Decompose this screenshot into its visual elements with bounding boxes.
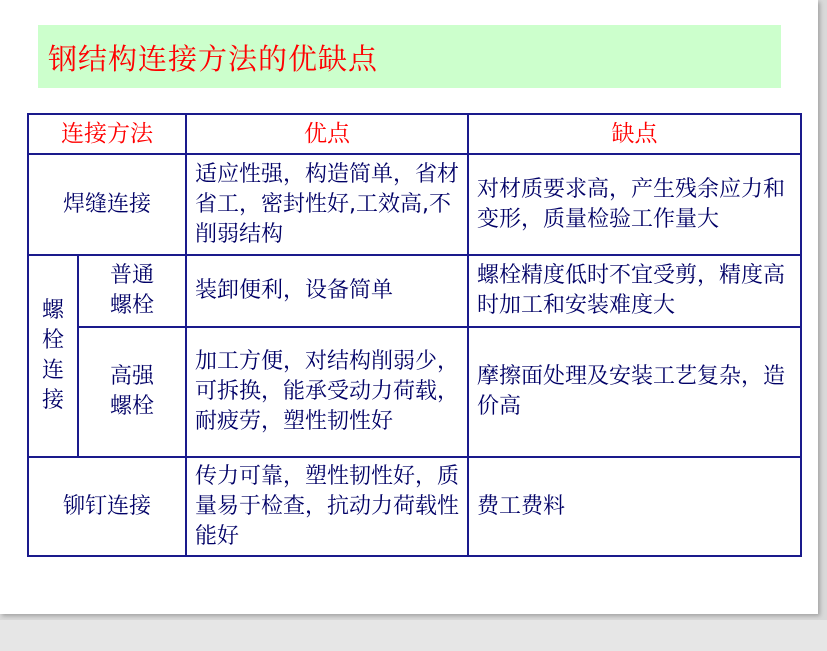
bolt-group-char: 栓 [41, 328, 64, 353]
slide-title: 钢结构连接方法的优缺点 [48, 42, 379, 76]
title-bar [38, 25, 781, 88]
method-high-strength-bolt-line2: 螺栓 [109, 394, 154, 419]
header-pros: 优点 [186, 114, 468, 154]
comparison-table [27, 113, 802, 557]
method-high-strength-bolt [78, 327, 186, 457]
header-method: 连接方法 [28, 114, 186, 154]
pros-high-strength-bolt-text: 加工方便，对结构削弱少，可拆换，能承受动力荷载，耐疲劳，塑性韧性好 [195, 349, 460, 434]
method-ordinary-bolt-line1: 普通 [109, 263, 154, 288]
method-ordinary-bolt [78, 255, 186, 327]
cons-rivet-text: 费工费料 [477, 493, 566, 519]
bolt-group-label [28, 255, 78, 457]
pros-welding [186, 154, 468, 255]
cons-welding [468, 154, 801, 255]
table-row-welding [28, 154, 801, 255]
pros-ordinary-bolt-text: 装卸便利，设备简单 [195, 278, 394, 303]
table-row-rivet [28, 457, 801, 556]
bolt-group-char: 螺 [41, 298, 64, 323]
cons-rivet [468, 457, 801, 556]
method-high-strength-bolt-line1: 高强 [109, 364, 154, 389]
pros-rivet [186, 457, 468, 556]
table-row-high-strength-bolt [28, 327, 801, 457]
bolt-group-char: 连 [41, 358, 64, 383]
cons-ordinary-bolt [468, 255, 801, 327]
pros-ordinary-bolt [186, 255, 468, 327]
window-bottom-strip [0, 620, 827, 651]
cons-high-strength-bolt [468, 327, 801, 457]
header-cons: 缺点 [468, 114, 801, 154]
cons-welding-text: 对材质要求高，产生残余应力和变形，质量检验工作量大 [477, 176, 786, 232]
method-welding: 焊缝连接 [28, 154, 186, 255]
pros-welding-text: 适应性强，构造简单，省材省工，密封性好,工效高,不削弱结构 [195, 161, 460, 247]
table-row-ordinary-bolt [28, 255, 801, 327]
method-rivet: 铆钉连接 [28, 457, 186, 556]
bolt-group-char: 接 [41, 388, 64, 413]
header-row [28, 114, 801, 154]
method-ordinary-bolt-line2: 螺栓 [109, 293, 154, 318]
pros-high-strength-bolt [186, 327, 468, 457]
pros-rivet-text: 传力可靠，塑性韧性好，质量易于检查，抗动力荷载性能好 [195, 463, 460, 549]
cons-high-strength-bolt-text: 摩擦面处理及安装工艺复杂，造价高 [477, 364, 786, 419]
cons-ordinary-bolt-text: 螺栓精度低时不宜受剪，精度高时加工和安装难度大 [477, 263, 786, 318]
